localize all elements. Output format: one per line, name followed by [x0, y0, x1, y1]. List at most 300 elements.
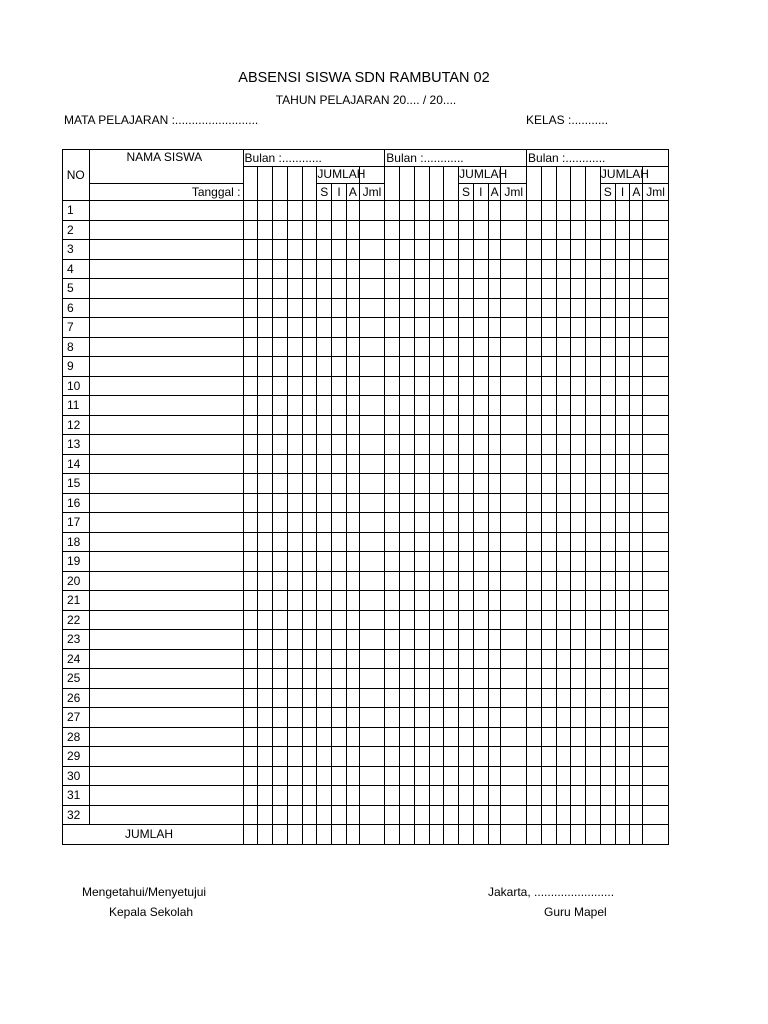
attendance-cell[interactable] [346, 220, 359, 240]
attendance-cell[interactable] [643, 513, 669, 533]
attendance-cell[interactable] [630, 201, 643, 221]
attendance-cell[interactable] [400, 337, 415, 357]
attendance-cell[interactable] [346, 240, 359, 260]
attendance-cell[interactable] [541, 357, 556, 377]
total-cell[interactable] [317, 825, 332, 845]
attendance-cell[interactable] [414, 201, 429, 221]
attendance-cell[interactable] [317, 493, 332, 513]
attendance-cell[interactable] [385, 318, 400, 338]
date-cell[interactable] [414, 167, 429, 201]
attendance-cell[interactable] [643, 630, 669, 650]
attendance-cell[interactable] [359, 240, 385, 260]
attendance-cell[interactable] [488, 396, 501, 416]
attendance-cell[interactable] [273, 396, 288, 416]
attendance-cell[interactable] [359, 396, 385, 416]
attendance-cell[interactable] [501, 201, 527, 221]
attendance-cell[interactable] [359, 669, 385, 689]
attendance-cell[interactable] [332, 786, 347, 806]
total-cell[interactable] [302, 825, 317, 845]
attendance-cell[interactable] [414, 259, 429, 279]
attendance-cell[interactable] [414, 396, 429, 416]
attendance-cell[interactable] [643, 201, 669, 221]
attendance-cell[interactable] [459, 396, 474, 416]
attendance-cell[interactable] [527, 357, 542, 377]
date-cell[interactable] [571, 167, 586, 201]
attendance-cell[interactable] [302, 376, 317, 396]
attendance-cell[interactable] [527, 727, 542, 747]
attendance-cell[interactable] [429, 708, 444, 728]
attendance-cell[interactable] [630, 493, 643, 513]
attendance-cell[interactable] [273, 259, 288, 279]
attendance-cell[interactable] [586, 591, 601, 611]
attendance-cell[interactable] [317, 513, 332, 533]
attendance-cell[interactable] [643, 688, 669, 708]
attendance-cell[interactable] [459, 474, 474, 494]
attendance-cell[interactable] [600, 513, 615, 533]
attendance-cell[interactable] [600, 396, 615, 416]
attendance-cell[interactable] [302, 513, 317, 533]
attendance-cell[interactable] [287, 786, 302, 806]
attendance-cell[interactable] [444, 474, 459, 494]
attendance-cell[interactable] [643, 259, 669, 279]
student-name-cell[interactable] [89, 727, 243, 747]
attendance-cell[interactable] [359, 279, 385, 299]
attendance-cell[interactable] [488, 532, 501, 552]
attendance-cell[interactable] [630, 298, 643, 318]
total-cell[interactable] [258, 825, 273, 845]
student-name-cell[interactable] [89, 688, 243, 708]
attendance-cell[interactable] [429, 766, 444, 786]
attendance-cell[interactable] [459, 610, 474, 630]
attendance-cell[interactable] [527, 805, 542, 825]
attendance-cell[interactable] [473, 201, 488, 221]
attendance-cell[interactable] [444, 630, 459, 650]
total-cell[interactable] [287, 825, 302, 845]
attendance-cell[interactable] [630, 279, 643, 299]
attendance-cell[interactable] [586, 786, 601, 806]
attendance-cell[interactable] [359, 435, 385, 455]
attendance-cell[interactable] [541, 552, 556, 572]
attendance-cell[interactable] [541, 591, 556, 611]
attendance-cell[interactable] [400, 493, 415, 513]
attendance-cell[interactable] [243, 513, 258, 533]
attendance-cell[interactable] [302, 435, 317, 455]
attendance-cell[interactable] [586, 454, 601, 474]
attendance-cell[interactable] [600, 688, 615, 708]
attendance-cell[interactable] [385, 454, 400, 474]
attendance-cell[interactable] [400, 513, 415, 533]
attendance-cell[interactable] [527, 376, 542, 396]
attendance-cell[interactable] [359, 220, 385, 240]
attendance-cell[interactable] [630, 435, 643, 455]
attendance-cell[interactable] [459, 454, 474, 474]
attendance-cell[interactable] [488, 610, 501, 630]
attendance-cell[interactable] [501, 610, 527, 630]
attendance-cell[interactable] [332, 669, 347, 689]
attendance-cell[interactable] [459, 513, 474, 533]
attendance-cell[interactable] [556, 220, 571, 240]
attendance-cell[interactable] [459, 435, 474, 455]
attendance-cell[interactable] [359, 454, 385, 474]
attendance-cell[interactable] [586, 630, 601, 650]
attendance-cell[interactable] [488, 298, 501, 318]
attendance-cell[interactable] [332, 298, 347, 318]
attendance-cell[interactable] [400, 786, 415, 806]
attendance-cell[interactable] [600, 630, 615, 650]
attendance-cell[interactable] [429, 630, 444, 650]
attendance-cell[interactable] [317, 259, 332, 279]
attendance-cell[interactable] [332, 747, 347, 767]
attendance-cell[interactable] [429, 357, 444, 377]
attendance-cell[interactable] [571, 805, 586, 825]
attendance-cell[interactable] [501, 747, 527, 767]
attendance-cell[interactable] [332, 337, 347, 357]
attendance-cell[interactable] [527, 786, 542, 806]
attendance-cell[interactable] [473, 649, 488, 669]
student-name-cell[interactable] [89, 630, 243, 650]
attendance-cell[interactable] [527, 513, 542, 533]
total-cell[interactable] [501, 825, 527, 845]
attendance-cell[interactable] [429, 493, 444, 513]
attendance-cell[interactable] [302, 552, 317, 572]
attendance-cell[interactable] [400, 591, 415, 611]
attendance-cell[interactable] [488, 493, 501, 513]
attendance-cell[interactable] [385, 435, 400, 455]
attendance-cell[interactable] [630, 318, 643, 338]
total-cell[interactable] [414, 825, 429, 845]
attendance-cell[interactable] [571, 454, 586, 474]
attendance-cell[interactable] [600, 610, 615, 630]
attendance-cell[interactable] [258, 747, 273, 767]
attendance-cell[interactable] [429, 201, 444, 221]
attendance-cell[interactable] [317, 376, 332, 396]
attendance-cell[interactable] [273, 727, 288, 747]
attendance-cell[interactable] [501, 318, 527, 338]
attendance-cell[interactable] [317, 727, 332, 747]
attendance-cell[interactable] [273, 201, 288, 221]
attendance-cell[interactable] [429, 786, 444, 806]
attendance-cell[interactable] [332, 396, 347, 416]
attendance-cell[interactable] [302, 708, 317, 728]
attendance-cell[interactable] [414, 727, 429, 747]
attendance-cell[interactable] [243, 591, 258, 611]
attendance-cell[interactable] [243, 318, 258, 338]
attendance-cell[interactable] [317, 591, 332, 611]
attendance-cell[interactable] [317, 201, 332, 221]
attendance-cell[interactable] [414, 552, 429, 572]
attendance-cell[interactable] [501, 337, 527, 357]
attendance-cell[interactable] [273, 298, 288, 318]
attendance-cell[interactable] [571, 591, 586, 611]
attendance-cell[interactable] [258, 610, 273, 630]
attendance-cell[interactable] [243, 610, 258, 630]
attendance-cell[interactable] [273, 240, 288, 260]
attendance-cell[interactable] [643, 727, 669, 747]
attendance-cell[interactable] [571, 240, 586, 260]
attendance-cell[interactable] [332, 474, 347, 494]
attendance-cell[interactable] [473, 591, 488, 611]
attendance-cell[interactable] [459, 747, 474, 767]
attendance-cell[interactable] [473, 298, 488, 318]
attendance-cell[interactable] [317, 571, 332, 591]
attendance-cell[interactable] [556, 591, 571, 611]
attendance-cell[interactable] [414, 337, 429, 357]
attendance-cell[interactable] [501, 766, 527, 786]
attendance-cell[interactable] [473, 240, 488, 260]
attendance-cell[interactable] [317, 220, 332, 240]
attendance-cell[interactable] [414, 630, 429, 650]
attendance-cell[interactable] [541, 708, 556, 728]
attendance-cell[interactable] [571, 513, 586, 533]
attendance-cell[interactable] [571, 649, 586, 669]
attendance-cell[interactable] [243, 435, 258, 455]
attendance-cell[interactable] [346, 708, 359, 728]
attendance-cell[interactable] [444, 552, 459, 572]
attendance-cell[interactable] [317, 474, 332, 494]
attendance-cell[interactable] [243, 474, 258, 494]
attendance-cell[interactable] [459, 805, 474, 825]
attendance-cell[interactable] [488, 747, 501, 767]
attendance-cell[interactable] [615, 259, 630, 279]
attendance-cell[interactable] [243, 493, 258, 513]
attendance-cell[interactable] [302, 649, 317, 669]
attendance-cell[interactable] [317, 279, 332, 299]
student-name-cell[interactable] [89, 201, 243, 221]
attendance-cell[interactable] [444, 649, 459, 669]
attendance-cell[interactable] [429, 474, 444, 494]
attendance-cell[interactable] [385, 591, 400, 611]
attendance-cell[interactable] [400, 201, 415, 221]
attendance-cell[interactable] [488, 435, 501, 455]
attendance-cell[interactable] [302, 747, 317, 767]
attendance-cell[interactable] [527, 415, 542, 435]
attendance-cell[interactable] [615, 201, 630, 221]
attendance-cell[interactable] [600, 357, 615, 377]
attendance-cell[interactable] [302, 571, 317, 591]
attendance-cell[interactable] [258, 318, 273, 338]
attendance-cell[interactable] [346, 688, 359, 708]
attendance-cell[interactable] [600, 747, 615, 767]
attendance-cell[interactable] [459, 337, 474, 357]
attendance-cell[interactable] [346, 591, 359, 611]
attendance-cell[interactable] [385, 279, 400, 299]
attendance-cell[interactable] [643, 337, 669, 357]
attendance-cell[interactable] [258, 240, 273, 260]
date-cell[interactable] [258, 167, 273, 201]
attendance-cell[interactable] [501, 552, 527, 572]
attendance-cell[interactable] [243, 649, 258, 669]
attendance-cell[interactable] [488, 415, 501, 435]
attendance-cell[interactable] [346, 649, 359, 669]
total-cell[interactable] [488, 825, 501, 845]
attendance-cell[interactable] [643, 610, 669, 630]
date-cell[interactable] [444, 167, 459, 201]
attendance-cell[interactable] [444, 298, 459, 318]
attendance-cell[interactable] [556, 786, 571, 806]
attendance-cell[interactable] [444, 376, 459, 396]
attendance-cell[interactable] [630, 766, 643, 786]
attendance-cell[interactable] [385, 727, 400, 747]
attendance-cell[interactable] [630, 591, 643, 611]
attendance-cell[interactable] [527, 747, 542, 767]
attendance-cell[interactable] [400, 474, 415, 494]
attendance-cell[interactable] [541, 201, 556, 221]
attendance-cell[interactable] [317, 766, 332, 786]
attendance-cell[interactable] [615, 610, 630, 630]
attendance-cell[interactable] [630, 259, 643, 279]
attendance-cell[interactable] [287, 454, 302, 474]
attendance-cell[interactable] [317, 610, 332, 630]
attendance-cell[interactable] [385, 747, 400, 767]
attendance-cell[interactable] [600, 279, 615, 299]
attendance-cell[interactable] [385, 240, 400, 260]
total-cell[interactable] [527, 825, 542, 845]
attendance-cell[interactable] [615, 786, 630, 806]
attendance-cell[interactable] [359, 571, 385, 591]
attendance-cell[interactable] [302, 259, 317, 279]
attendance-cell[interactable] [473, 396, 488, 416]
attendance-cell[interactable] [571, 474, 586, 494]
attendance-cell[interactable] [571, 552, 586, 572]
attendance-cell[interactable] [332, 454, 347, 474]
attendance-cell[interactable] [414, 747, 429, 767]
attendance-cell[interactable] [541, 630, 556, 650]
attendance-cell[interactable] [273, 337, 288, 357]
attendance-cell[interactable] [429, 649, 444, 669]
attendance-cell[interactable] [615, 571, 630, 591]
attendance-cell[interactable] [630, 688, 643, 708]
attendance-cell[interactable] [385, 766, 400, 786]
attendance-cell[interactable] [643, 493, 669, 513]
attendance-cell[interactable] [346, 474, 359, 494]
attendance-cell[interactable] [541, 571, 556, 591]
attendance-cell[interactable] [400, 279, 415, 299]
attendance-cell[interactable] [302, 688, 317, 708]
attendance-cell[interactable] [359, 591, 385, 611]
attendance-cell[interactable] [630, 376, 643, 396]
attendance-cell[interactable] [571, 493, 586, 513]
attendance-cell[interactable] [643, 220, 669, 240]
attendance-cell[interactable] [429, 688, 444, 708]
attendance-cell[interactable] [556, 669, 571, 689]
attendance-cell[interactable] [586, 766, 601, 786]
attendance-cell[interactable] [385, 786, 400, 806]
attendance-cell[interactable] [429, 747, 444, 767]
attendance-cell[interactable] [501, 240, 527, 260]
attendance-cell[interactable] [385, 805, 400, 825]
student-name-cell[interactable] [89, 220, 243, 240]
attendance-cell[interactable] [615, 474, 630, 494]
attendance-cell[interactable] [287, 493, 302, 513]
attendance-cell[interactable] [258, 298, 273, 318]
total-cell[interactable] [332, 825, 347, 845]
attendance-cell[interactable] [501, 532, 527, 552]
attendance-cell[interactable] [385, 259, 400, 279]
attendance-cell[interactable] [501, 493, 527, 513]
attendance-cell[interactable] [385, 396, 400, 416]
attendance-cell[interactable] [444, 727, 459, 747]
attendance-cell[interactable] [243, 552, 258, 572]
attendance-cell[interactable] [600, 786, 615, 806]
attendance-cell[interactable] [258, 220, 273, 240]
attendance-cell[interactable] [630, 337, 643, 357]
attendance-cell[interactable] [615, 493, 630, 513]
attendance-cell[interactable] [273, 669, 288, 689]
student-name-cell[interactable] [89, 766, 243, 786]
attendance-cell[interactable] [346, 376, 359, 396]
attendance-cell[interactable] [541, 493, 556, 513]
attendance-cell[interactable] [359, 474, 385, 494]
attendance-cell[interactable] [473, 220, 488, 240]
total-cell[interactable] [541, 825, 556, 845]
total-cell[interactable] [473, 825, 488, 845]
attendance-cell[interactable] [473, 805, 488, 825]
student-name-cell[interactable] [89, 474, 243, 494]
total-cell[interactable] [400, 825, 415, 845]
attendance-cell[interactable] [302, 220, 317, 240]
attendance-cell[interactable] [258, 805, 273, 825]
attendance-cell[interactable] [414, 708, 429, 728]
attendance-cell[interactable] [586, 727, 601, 747]
date-cell[interactable] [429, 167, 444, 201]
attendance-cell[interactable] [346, 454, 359, 474]
attendance-cell[interactable] [643, 532, 669, 552]
attendance-cell[interactable] [302, 766, 317, 786]
attendance-cell[interactable] [429, 669, 444, 689]
attendance-cell[interactable] [556, 747, 571, 767]
attendance-cell[interactable] [527, 708, 542, 728]
attendance-cell[interactable] [258, 630, 273, 650]
attendance-cell[interactable] [643, 454, 669, 474]
attendance-cell[interactable] [359, 630, 385, 650]
attendance-cell[interactable] [258, 493, 273, 513]
attendance-cell[interactable] [273, 318, 288, 338]
attendance-cell[interactable] [630, 532, 643, 552]
attendance-cell[interactable] [414, 318, 429, 338]
total-cell[interactable] [243, 825, 258, 845]
attendance-cell[interactable] [258, 337, 273, 357]
attendance-cell[interactable] [643, 766, 669, 786]
attendance-cell[interactable] [586, 318, 601, 338]
attendance-cell[interactable] [571, 669, 586, 689]
student-name-cell[interactable] [89, 805, 243, 825]
attendance-cell[interactable] [473, 259, 488, 279]
attendance-cell[interactable] [488, 649, 501, 669]
attendance-cell[interactable] [541, 396, 556, 416]
attendance-cell[interactable] [414, 415, 429, 435]
attendance-cell[interactable] [287, 259, 302, 279]
attendance-cell[interactable] [556, 435, 571, 455]
student-name-cell[interactable] [89, 279, 243, 299]
attendance-cell[interactable] [643, 279, 669, 299]
attendance-cell[interactable] [473, 727, 488, 747]
attendance-cell[interactable] [258, 279, 273, 299]
attendance-cell[interactable] [615, 454, 630, 474]
attendance-cell[interactable] [346, 786, 359, 806]
attendance-cell[interactable] [346, 357, 359, 377]
attendance-cell[interactable] [615, 649, 630, 669]
attendance-cell[interactable] [287, 396, 302, 416]
attendance-cell[interactable] [488, 240, 501, 260]
attendance-cell[interactable] [600, 318, 615, 338]
attendance-cell[interactable] [630, 396, 643, 416]
student-name-cell[interactable] [89, 649, 243, 669]
student-name-cell[interactable] [89, 669, 243, 689]
attendance-cell[interactable] [541, 727, 556, 747]
attendance-cell[interactable] [643, 649, 669, 669]
attendance-cell[interactable] [571, 318, 586, 338]
attendance-cell[interactable] [243, 259, 258, 279]
